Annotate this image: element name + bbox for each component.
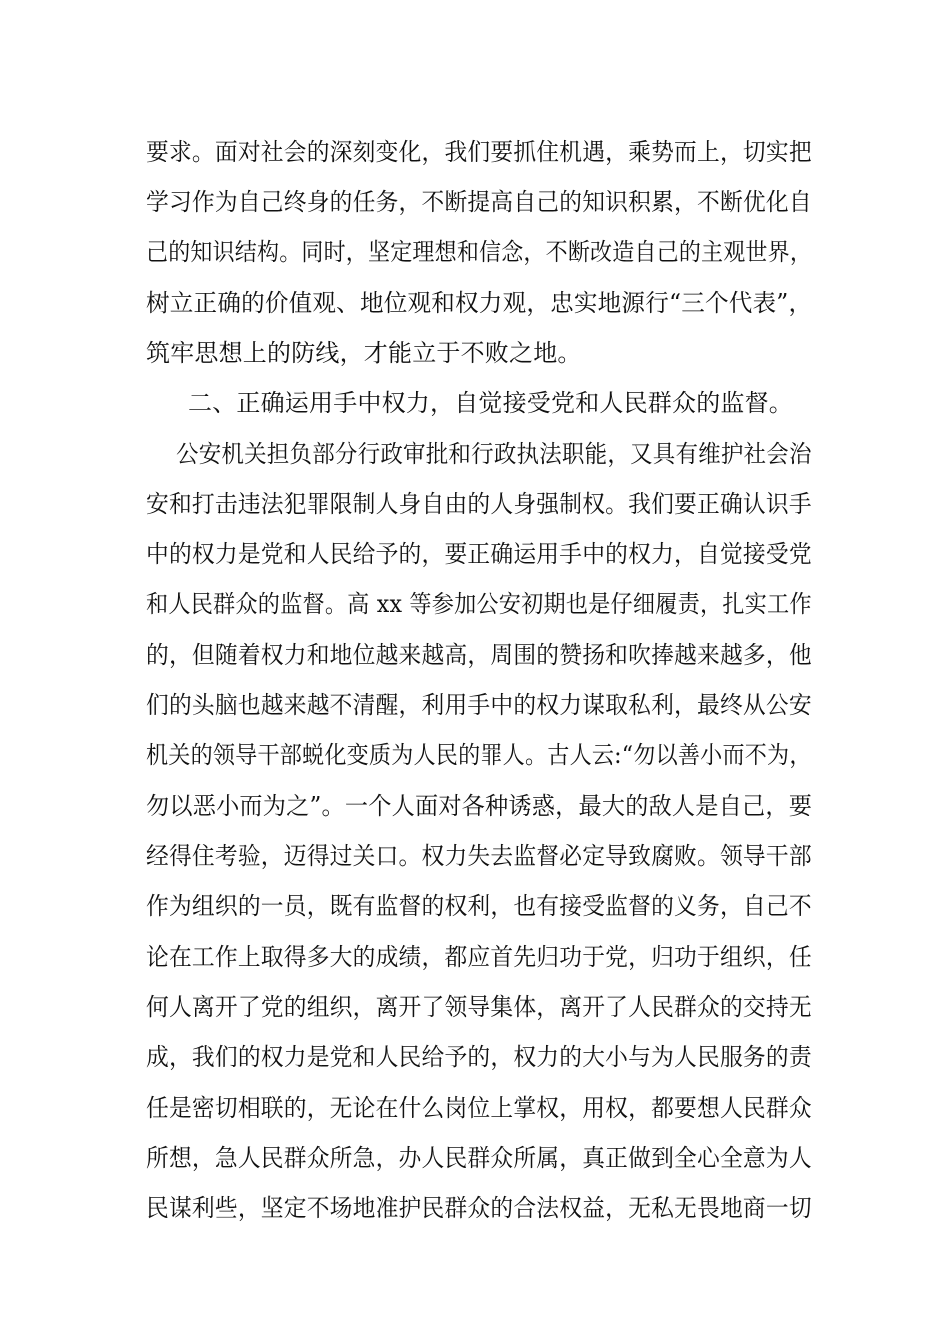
text-line: 机关的领导干部蜕化变质为人民的罪人。古人云:“勿以善小而不为， [146,741,812,769]
text-line: 任是密切相联的，无论在什么岗位上掌权，用权，都要想人民群众 [146,1094,812,1122]
text-line: 学习作为自己终身的任务，不断提高自己的知识积累，不断优化自 [146,188,812,216]
text-line: 筑牢思想上的防线，才能立于不败之地。 [146,339,582,367]
text-line: 己的知识结构。同时，坚定理想和信念，不断改造自己的主观世界， [146,238,813,266]
text-line: 勿以恶小而为之”。一个人面对各种诱惑，最大的敌人是自己，要 [146,792,813,820]
text-line: 们的头脑也越来越不清醒，利用手中的权力谋取私利，最终从公安 [146,691,812,719]
text-line: 和人民群众的监督。高 xx 等参加公安初期也是仔细履责，扎实工作 [146,590,812,618]
text-line: 所想，急人民群众所急，办人民群众所属，真正做到全心全意为人 [146,1144,812,1172]
text-line: 民谋利些，坚定不场地准护民群众的合法权益，无私无畏地商一切 [146,1194,812,1222]
text-line: 何人离开了党的组织，离开了领导集体，离开了人民群众的交持无 [146,993,812,1021]
text-line: 公安机关担负部分行政审批和行政执法职能，又具有维护社会治 [176,440,812,468]
text-line: 要求。面对社会的深刻变化，我们要抓住机遇，乘势而上，切实把 [146,138,812,166]
text-line: 的，但随着权力和地位越来越高，周围的赞扬和吹捧越来越多，他 [146,641,812,669]
section-heading: 二、正确运用手中权力，自觉接受党和人民群众的监督。 [188,389,793,417]
text-line: 中的权力是党和人民给予的，要正确运用手中的权力，自觉接受党 [146,540,812,568]
text-line: 经得住考验，迈得过关口。权力失去监督必定导致腐败。领导干部 [146,842,812,870]
text-line: 成，我们的权力是党和人民给予的，权力的大小与为人民服务的责 [146,1043,812,1071]
text-line: 论在工作上取得多大的成绩，都应首先归功于党，归功于组织，任 [146,943,812,971]
text-line: 安和打击违法犯罪限制人身自由的人身强制权。我们要正确认识手 [146,490,812,518]
text-line: 树立正确的价值观、地位观和权力观，忠实地源行“三个代表”， [146,289,813,317]
text-line: 作为组织的一员，既有监督的权利，也有接受监督的义务，自己不 [146,892,812,920]
